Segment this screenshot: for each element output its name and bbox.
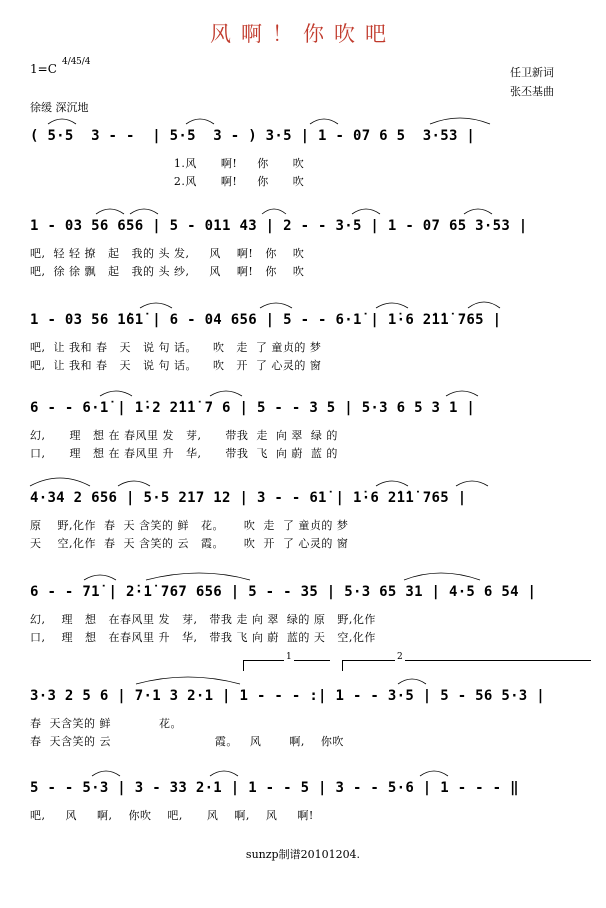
slur <box>376 303 408 308</box>
notation-line: 6 - - 71̇ | 2̇·1̇ 767 656 | 5 - - 35 | 5·3 65 31 | 4·5 6 54 | <box>30 584 537 600</box>
footer-credit: sunzp制谱20101204. <box>245 848 361 861</box>
notation-line: 3·3 2 5 6 | 7·1 3 2·1 | 1 - - - :| 1 - - 3·5 | 5 - 56 5·3 | <box>30 688 545 704</box>
lyrics-verse-1: 吧, 轻 轻 撩 起 我的 头 发, 风 啊! 你 吹 <box>30 247 305 260</box>
score-row <box>0 490 606 570</box>
lyrics-verse-1: 幻, 理 想 在 春风里 发 芽, 带我 走 向 翠 绿 的 <box>30 429 338 442</box>
time-signature-1 <box>62 58 76 67</box>
score-row <box>0 218 606 298</box>
tempo-marking: 徐缓 深沉地 <box>30 101 89 114</box>
slur <box>352 209 380 214</box>
slur <box>84 575 116 580</box>
slur <box>136 677 240 684</box>
lyrics-verse-1: 1.风 啊! 你 吹 <box>30 157 305 170</box>
lyrics-verse-2: 吧, 徐 徐 飘 起 我的 头 纱, 风 啊! 你 吹 <box>30 265 305 278</box>
score-row <box>0 584 606 664</box>
slur <box>140 303 172 308</box>
volta-label-2: 2 <box>397 652 403 662</box>
slur <box>376 481 408 486</box>
slur <box>92 771 120 776</box>
score-row <box>0 688 606 768</box>
slur <box>404 573 480 580</box>
notation-line: 4·34 2 656 | 5·5 217 12 | 3 - - 61̇ | 1̇·6 2̇1̇1̇ 765 | <box>30 490 467 506</box>
key-signature <box>30 62 57 76</box>
volta-bracket-2 <box>342 652 591 671</box>
slur <box>398 679 426 684</box>
notation-line: ( 5·5 3 - - | 5·5 3 - ) 3·5 | 1 - 07 6 5 3·53 | <box>30 128 476 144</box>
time-signature-2 <box>76 58 90 67</box>
score-row <box>0 128 606 208</box>
lyrics-verse-1: 春 天含笑的 鲜 花。 <box>30 717 182 730</box>
time-sig-1: 4/4 <box>62 57 77 67</box>
lyrics-verse-2: 吧, 让 我和 春 天 说 句 话。 吹 开 了 心灵的 窗 <box>30 359 322 372</box>
lyrics-verse-1: 原 野,化作 春 天 含笑的 鲜 花。 吹 走 了 童贞的 梦 <box>30 519 349 532</box>
notation-line: 1 - 03 56 1̇61̇ | 6 - 04 656 | 5 - - 6·1̇ | 1̇·6 2̇1̇1̇ 765 | <box>30 312 502 328</box>
volta-label-1: 1 <box>286 652 292 662</box>
lyrics-verse-2: 春 天含笑的 云 霞。 风 啊, 你吹 <box>30 735 344 748</box>
song-title: 风啊！你吹吧 <box>210 22 396 46</box>
lyricist: 任卫新词 <box>510 66 554 79</box>
slur <box>48 119 76 124</box>
slur <box>210 771 238 776</box>
lyrics-verse-2: 口, 理 想 在 春风里 升 华, 带我 飞 向 蔚 蓝 的 <box>30 447 338 460</box>
notation-line: 5 - - 5·3 | 3 - 33 2·1 | 1 - - 5 | 3 - - 5·6 | 1 - - - ‖ <box>30 780 519 796</box>
slur <box>186 119 214 124</box>
slur <box>456 481 488 486</box>
slur <box>464 209 492 214</box>
volta-bracket-1 <box>243 652 330 671</box>
lyrics-verse-1: 吧, 风 啊, 你吹 吧, 风 啊, 风 啊! <box>30 809 314 822</box>
notation-line: 6 - - 6·1̇ | 1̇·2 2̇1̇1̇ 7 6 | 5 - - 3 5 | 5·3 6 5 3 1 | <box>30 400 476 416</box>
lyrics-verse-1: 幻, 理 想 在春风里 发 芽, 带我 走 向 翠 绿的 原 野,化作 <box>30 613 376 626</box>
lyrics-verse-2: 天 空,化作 春 天 含笑的 云 霞。 吹 开 了 心灵的 窗 <box>30 537 349 550</box>
slur <box>118 481 150 486</box>
time-sig-2: 5/4 <box>76 57 91 67</box>
slur <box>96 209 124 214</box>
lyrics-verse-1: 吧, 让 我和 春 天 说 句 话。 吹 走 了 童贞的 梦 <box>30 341 322 354</box>
slur <box>468 302 500 308</box>
slur <box>262 209 286 214</box>
slur <box>130 209 158 214</box>
slur <box>146 573 250 580</box>
slur <box>430 118 490 124</box>
lyrics-verse-2: 2.风 啊! 你 吹 <box>30 175 305 188</box>
slur <box>310 119 338 124</box>
slur <box>420 771 448 776</box>
composer: 张丕基曲 <box>510 85 554 98</box>
notation-line: 1 - 03 56 656 | 5 - 011 43 | 2 - - 3·5 | 1 - 07 65 3·53 | <box>30 218 528 234</box>
score-row <box>0 312 606 392</box>
lyrics-verse-2: 口, 理 想 在春风里 升 华, 带我 飞 向 蔚 蓝的 天 空,化作 <box>30 631 376 644</box>
key-label: 1=C <box>30 62 57 76</box>
slur <box>260 303 292 308</box>
score-row <box>0 400 606 480</box>
